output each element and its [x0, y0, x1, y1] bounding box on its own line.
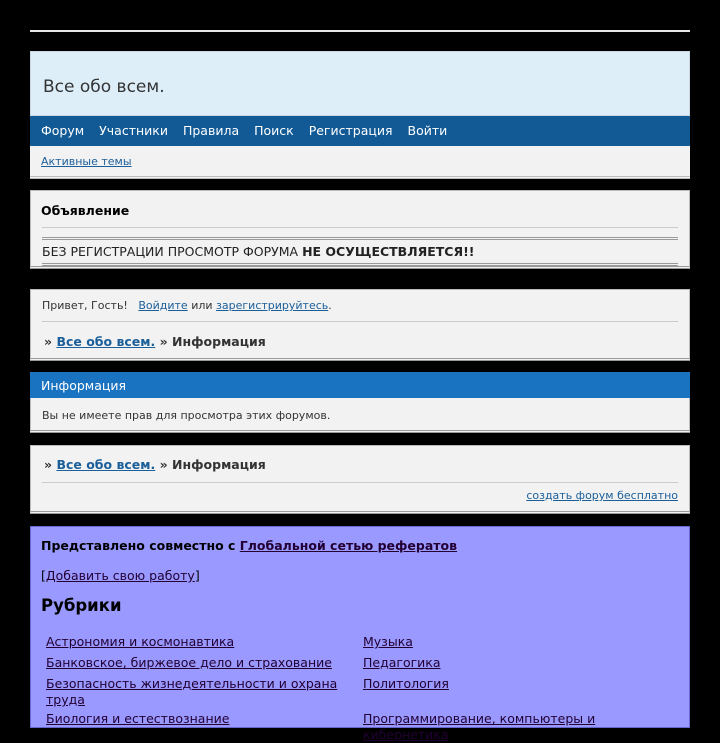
main-nav [30, 115, 690, 146]
site-title: Все обо всем. [43, 77, 165, 97]
nav-search[interactable]: Поиск [254, 123, 294, 138]
active-topics-link[interactable]: Активные темы [41, 154, 132, 168]
rubric-item [363, 655, 683, 671]
rubric-item [363, 711, 683, 743]
welcome-box [30, 289, 690, 361]
promo-box [30, 526, 690, 742]
rubric-item [363, 676, 683, 692]
login-link[interactable]: Войдите [138, 299, 188, 312]
promo-presented-text: Представлено совместно с [41, 538, 236, 553]
welcome-divider [42, 321, 678, 322]
breadcrumb-current: Информация [172, 334, 266, 349]
add-work-line [41, 568, 200, 583]
announcement-divider [42, 227, 678, 228]
breadcrumb-sep: » [44, 334, 53, 349]
welcome-line [42, 299, 332, 312]
breadcrumb-sep: » [159, 457, 168, 472]
network-link[interactable]: Глобальной сетью рефератов [239, 538, 458, 553]
create-forum-link[interactable]: создать форум бесплатно [526, 489, 678, 502]
nav-members[interactable]: Участники [99, 123, 168, 138]
top-divider [30, 30, 690, 32]
nav-forum[interactable]: Форум [41, 123, 85, 138]
rubric-link[interactable]: Астрономия и космонавтика [46, 634, 235, 649]
rubric-link[interactable]: Музыка [363, 634, 413, 649]
rubric-link[interactable]: Безопасность жизнедеятельности и охрана труда [46, 676, 338, 707]
sub-nav [30, 146, 690, 179]
footer-divider [42, 482, 678, 483]
rubric-link[interactable]: Педагогика [363, 655, 441, 670]
footer-box [30, 445, 690, 514]
nav-rules[interactable]: Правила [182, 123, 240, 138]
announcement-text-normal: БЕЗ РЕГИСТРАЦИИ ПРОСМОТР ФОРУМА [42, 244, 299, 259]
register-link[interactable]: зарегистрируйтесь [216, 299, 329, 312]
rubrics-title: Рубрики [41, 596, 122, 615]
site-header [30, 51, 690, 116]
bracket-close: ] [194, 568, 200, 583]
info-body [30, 398, 690, 433]
rubric-item [46, 634, 346, 650]
rubric-item [46, 711, 346, 727]
announcement-text-bold: НЕ ОСУЩЕСТВЛЯЕТСЯ!! [302, 244, 475, 259]
nav-login[interactable]: Войти [407, 123, 448, 138]
breadcrumb-home-link[interactable]: Все обо всем. [56, 457, 156, 472]
rubric-link[interactable]: Биология и естествознание [46, 711, 230, 726]
breadcrumb-sep: » [44, 457, 53, 472]
info-header [30, 372, 690, 398]
breadcrumb [44, 334, 266, 349]
rubric-item [46, 655, 346, 671]
breadcrumb-bottom [44, 457, 266, 472]
rubric-link[interactable]: Программирование, компьютеры и кибернетика [363, 711, 596, 742]
page-header [30, 51, 690, 179]
rubric-item [46, 676, 346, 708]
info-heading: Информация [41, 377, 127, 393]
or-text: или [191, 299, 213, 312]
announcement-text [42, 237, 678, 266]
rubric-link[interactable]: Банковское, биржевое дело и страхование [46, 655, 332, 670]
breadcrumb-home-link[interactable]: Все обо всем. [56, 334, 156, 349]
announcement-box [30, 190, 690, 269]
rubric-link[interactable]: Политология [363, 676, 449, 691]
breadcrumb-sep: » [159, 334, 168, 349]
bracket-open: [ [41, 568, 46, 583]
rubric-item [363, 634, 683, 650]
promo-presented [41, 538, 457, 553]
add-work-link[interactable]: Добавить свою работу [45, 568, 195, 583]
greeting-text: Привет, Гость! [42, 299, 128, 312]
announcement-title: Объявление [41, 203, 130, 218]
info-message: Вы не имеете прав для просмотра этих форумов. [42, 409, 331, 422]
period-text: . [328, 299, 332, 312]
nav-register[interactable]: Регистрация [308, 123, 393, 138]
breadcrumb-current: Информация [172, 457, 266, 472]
